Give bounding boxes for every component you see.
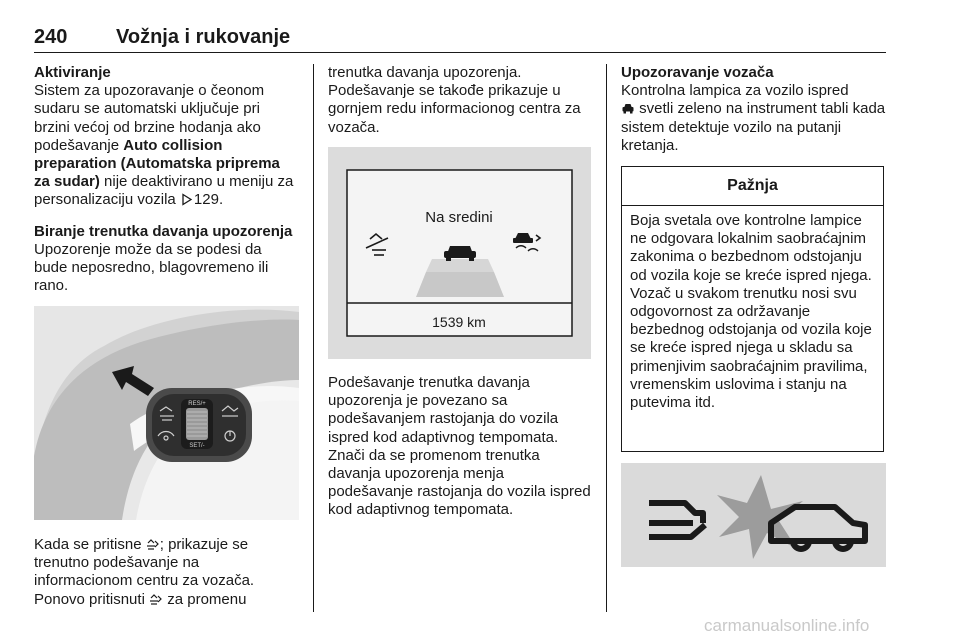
set-minus-label: SET/- <box>189 443 205 449</box>
text-run: nije deaktivirano u meniju za personalizaciju vozila <box>34 173 294 209</box>
column-divider <box>606 64 607 612</box>
column-right <box>621 64 886 155</box>
page-number: 240 <box>34 26 68 48</box>
heading-activation: Aktiviranje <box>34 64 111 81</box>
text-run: ; prikazuje se trenutno podešavanje na informacionom centru za vozača. <box>34 536 255 590</box>
heading-driver-warning: Upozoravanje vozača <box>621 64 774 81</box>
text-run: Kontrolna lampica za vozilo ispred <box>621 82 849 100</box>
paragraph-activation: Sistem za upozoravanje o čeonom sudaru se automatski uključuje pri brzini većoj od brzine hodanja ako podešavanje Auto collision preparation (Automatska priprema za sudar) nije deaktivirano u meniju za personalizaciju vozila 129. <box>34 82 294 209</box>
collision-warning-symbol-illustration <box>621 463 886 567</box>
caution-text: Boja svetala ove kontrolne lampice ne odgovara lokalnim saobraćajnim zakonima o bezbednom odstojanju od vozila koje se kreće ispred njega. Vozač u svakom trenutku nosi svu odgovornost za održavanje bezbednog odstojanja od vozila koje se kreće ispred njega u skladu sa primenjivim saobraćajnim pravilima, vremenskim uslovima i stanju na putevima itd. <box>630 212 872 412</box>
column-left <box>34 64 299 295</box>
res-plus-label: RES/+ <box>188 401 206 407</box>
following-distance-icon <box>146 536 160 553</box>
text-run: Kada se pritisne <box>34 536 146 553</box>
vehicle-ahead-icon <box>621 100 635 117</box>
heading-warning-timing: Biranje trenutka davanja upozorenja <box>34 222 293 240</box>
caution-box <box>621 166 884 452</box>
paragraph-timing-link: Podešavanje trenutka davanja upozorenja je povezano sa podešavanjem rastojanja do vozila ispred kod adaptivnog tempomata. Znači da se promenom trenutka davanja upozorenja menja podešavanje rastojanja do vozila ispred kod adaptivnog tempomata. <box>328 374 591 519</box>
text-run: za promenu <box>163 590 247 608</box>
setting-name: Auto collision preparation (Automatska priprema za sudar) <box>34 136 280 191</box>
column-divider <box>313 64 314 612</box>
odometer-reading: 1539 km <box>432 314 486 330</box>
page-reference[interactable]: 129 <box>193 191 219 209</box>
steering-wheel-illustration <box>34 306 299 520</box>
column-middle <box>328 64 593 137</box>
page-header <box>34 26 886 53</box>
driver-info-display-illustration <box>328 147 591 359</box>
chapter-title: Vožnja i rukovanje <box>116 26 291 48</box>
text-run: Ponovo pritisnuti <box>34 590 150 608</box>
caution-title: Pažnja <box>622 167 883 206</box>
paragraph-indicator <box>621 82 886 155</box>
column-left-bottom <box>34 536 299 609</box>
paragraph-warning-timing: Upozorenje može da se podesi da bude neposredno, blagovremeno ili rano. <box>34 240 269 295</box>
display-title: Na sredini <box>425 209 493 226</box>
column-middle-bottom <box>328 374 593 520</box>
triangle-arrow-icon <box>180 191 194 208</box>
text-run: svetli zeleno na instrument tabli kada sistem detektuje vozilo na putanji kretanja. <box>621 100 886 154</box>
paragraph-gap-button <box>34 536 299 609</box>
following-distance-icon <box>149 591 163 608</box>
watermark: carmanualsonline.info <box>704 616 870 635</box>
paragraph-setting-display: trenutka davanja upozorenja. Podešavanje se takođe prikazuje u gornjem redu informacionog centra za vozača. <box>328 64 581 136</box>
text-run: Sistem za upozoravanje o čeonom sudaru se automatski uključuje pri brzini većoj od brzine hodanja ako podešavanje <box>34 82 265 154</box>
